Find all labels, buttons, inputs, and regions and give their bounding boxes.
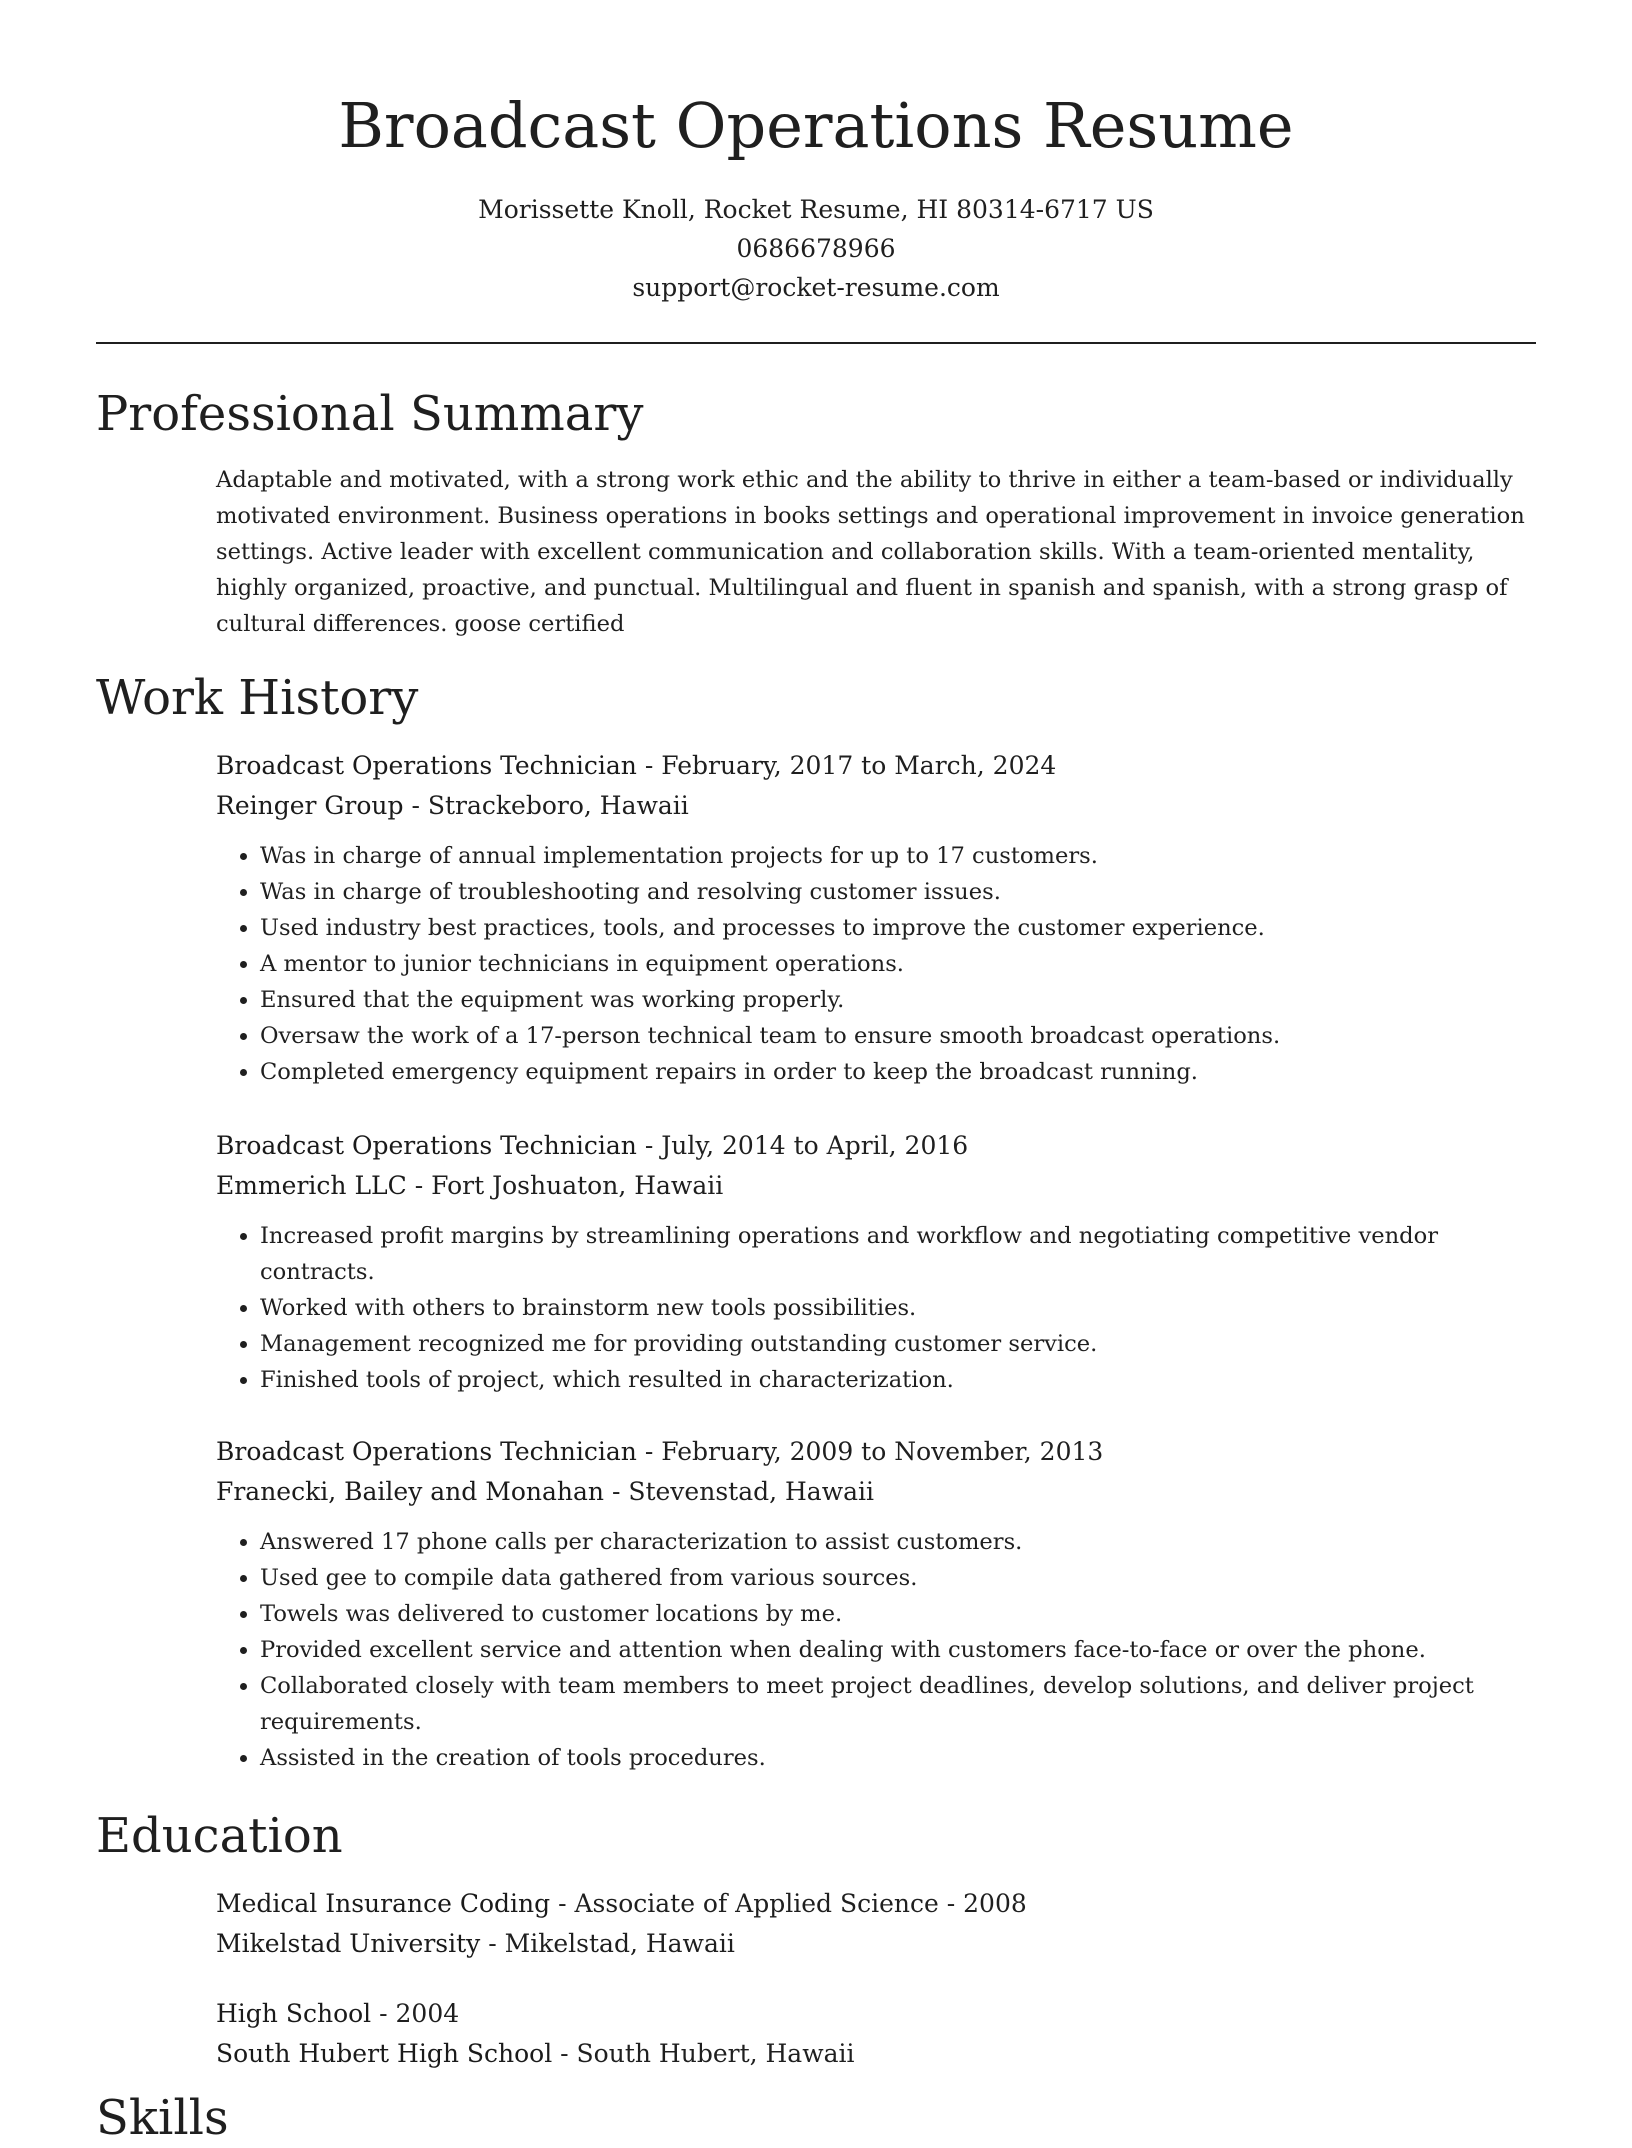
education-entry [216, 1884, 1526, 1964]
education-program: High School [216, 1999, 372, 2028]
work-history-heading: Work History [96, 670, 419, 726]
list-item: • Answered 17 phone calls per characterization to assist customers. [260, 1524, 1526, 1560]
list-item: • Oversaw the work of a 17-person technical team to ensure smooth broadcast operations. [260, 1018, 1526, 1054]
education-school-line [216, 2034, 1526, 2074]
job-location: - Strackeboro, Hawaii [403, 791, 689, 820]
list-item: • Collaborated closely with team members to meet project deadlines, develop solutions, and deliver project requirements. [260, 1668, 1526, 1740]
contact-phone: 0686678966 [736, 234, 896, 263]
education-school: Mikelstad University [216, 1929, 481, 1958]
job-company: Emmerich LLC [216, 1171, 407, 1200]
education-detail: - Associate of Applied Science - 2008 [550, 1889, 1027, 1918]
job-company-line [216, 1166, 1526, 1206]
job-bullets [216, 838, 1526, 1090]
summary-heading: Professional Summary [96, 386, 644, 442]
summary-text: Adaptable and motivated, with a strong work ethic and the ability to thrive in either a team-based or individually motivated environment. Business operations in books settings and operational improvement in invoice generation settings. Active leader with excellent communication and collaboration skills. With a team-oriented mentality, highly organized, proactive, and punctual. Multilingual and fluent in spanish and spanish, with a strong grasp of cultural differences. goose certified [216, 467, 1525, 637]
work-entry [216, 746, 1526, 1090]
list-item: • A mentor to junior technicians in equipment operations. [260, 946, 1526, 982]
list-item: • Used industry best practices, tools, and processes to improve the customer experience. [260, 910, 1526, 946]
education-program: Medical Insurance Coding [216, 1889, 551, 1918]
list-item: • Was in charge of annual implementation projects for up to 17 customers. [260, 838, 1526, 874]
contact-address: Morissette Knoll, Rocket Resume, HI 80314-6717 US [478, 195, 1154, 224]
job-role: Broadcast Operations Technician [216, 1437, 637, 1466]
list-item: • Management recognized me for providing outstanding customer service. [260, 1326, 1526, 1362]
job-company: Franecki, Bailey and Monahan [216, 1477, 604, 1506]
work-entry [216, 1432, 1526, 1776]
job-role: Broadcast Operations Technician [216, 751, 637, 780]
education-location: - South Hubert, Hawaii [552, 2039, 855, 2068]
education-entry [216, 1994, 1526, 2074]
list-item: • Increased profit margins by streamlining operations and workflow and negotiating competitive vendor contracts. [260, 1218, 1526, 1290]
list-item: • Finished tools of project, which resulted in characterization. [260, 1362, 1526, 1398]
job-company-line [216, 1472, 1526, 1512]
education-heading: Education [96, 1808, 343, 1864]
work-entry [216, 1126, 1526, 1398]
education-detail: - 2004 [371, 1999, 460, 2028]
list-item: • Assisted in the creation of tools procedures. [260, 1740, 1526, 1776]
job-dates: - July, 2014 to April, 2016 [636, 1131, 969, 1160]
job-bullets [216, 1218, 1526, 1398]
header-divider [96, 342, 1536, 344]
job-company-line [216, 786, 1526, 826]
job-bullets [216, 1524, 1526, 1776]
job-company: Reinger Group [216, 791, 404, 820]
education-program-line [216, 1884, 1526, 1924]
job-title-line [216, 1126, 1526, 1166]
job-location: - Fort Joshuaton, Hawaii [406, 1171, 724, 1200]
skills-heading: Skills [96, 2090, 229, 2146]
contact-block [96, 190, 1536, 307]
job-role: Broadcast Operations Technician [216, 1131, 637, 1160]
education-school-line [216, 1924, 1526, 1964]
list-item: • Towels was delivered to customer locations by me. [260, 1596, 1526, 1632]
list-item: • Provided excellent service and attention when dealing with customers face-to-face or over the phone. [260, 1632, 1526, 1668]
education-school: South Hubert High School [216, 2039, 553, 2068]
list-item: • Completed emergency equipment repairs in order to keep the broadcast running. [260, 1054, 1526, 1090]
education-program-line [216, 1994, 1526, 2034]
contact-email: support@rocket-resume.com [632, 273, 1000, 302]
list-item: • Used gee to compile data gathered from various sources. [260, 1560, 1526, 1596]
job-location: - Stevenstad, Hawaii [604, 1477, 875, 1506]
job-title-line [216, 1432, 1526, 1472]
list-item: • Worked with others to brainstorm new tools possibilities. [260, 1290, 1526, 1326]
education-location: - Mikelstad, Hawaii [480, 1929, 735, 1958]
list-item: • Was in charge of troubleshooting and resolving customer issues. [260, 874, 1526, 910]
document-title: Broadcast Operations Resume [338, 89, 1294, 162]
list-item: • Ensured that the equipment was working properly. [260, 982, 1526, 1018]
job-dates: - February, 2009 to November, 2013 [636, 1437, 1104, 1466]
job-title-line [216, 746, 1526, 786]
job-dates: - February, 2017 to March, 2024 [636, 751, 1057, 780]
